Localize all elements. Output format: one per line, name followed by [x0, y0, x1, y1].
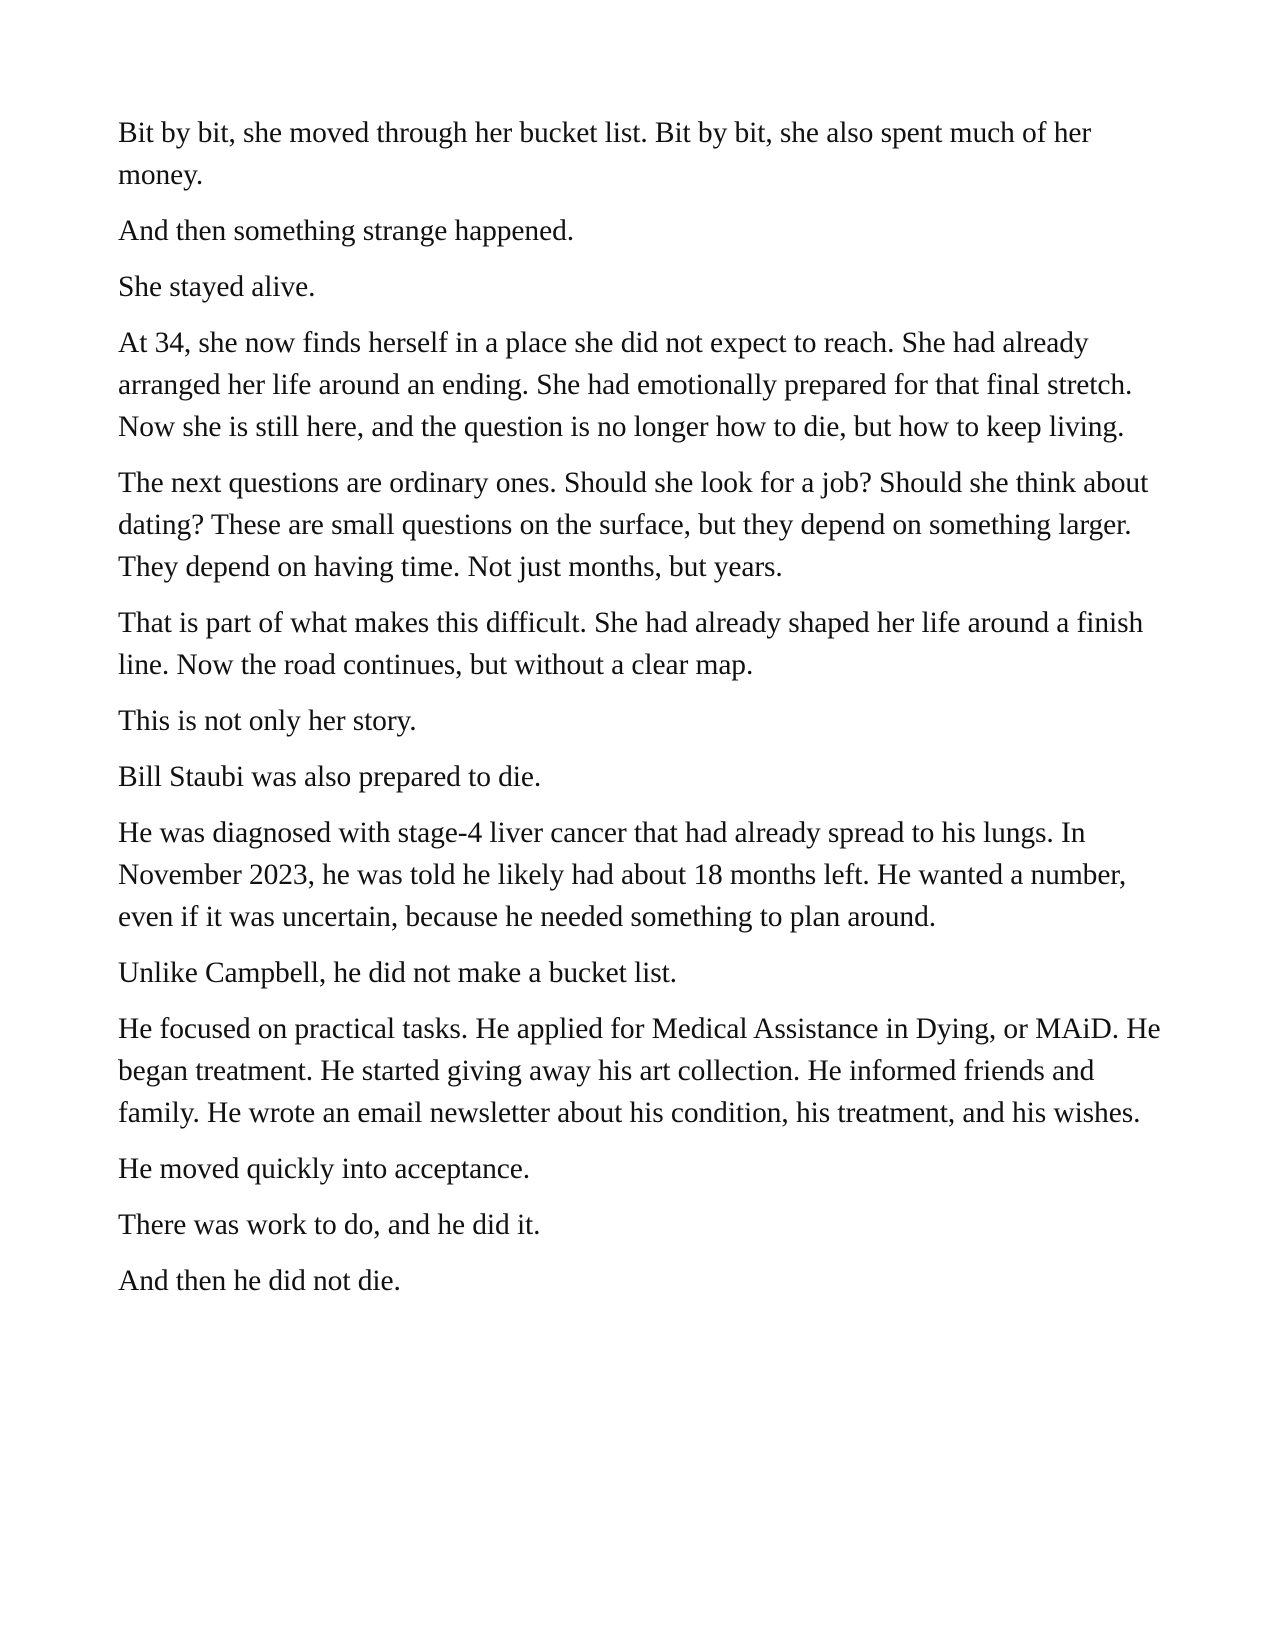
paragraph: There was work to do, and he did it.	[118, 1209, 541, 1241]
paragraph: Unlike Campbell, he did not make a bucket list.	[118, 957, 677, 989]
paragraph: Bill Staubi was also prepared to die.	[118, 761, 542, 793]
paragraph: And then something strange happened.	[118, 215, 574, 247]
paragraph: He focused on practical tasks. He applied for Medical Assistance in Dying, or MAiD. He began treatment. He started giving away his art collection. He informed friends and family. He wrote an email newsletter about his condition, his treatment, and his wishes.	[118, 1013, 1161, 1129]
paragraph: He was diagnosed with stage-4 liver cancer that had already spread to his lungs. In November 2023, he was told he likely had about 18 months left. He wanted a number, even if it was uncertain, because he needed something to plan around.	[118, 817, 1127, 933]
paragraph: And then he did not die.	[118, 1265, 401, 1297]
paragraph: The next questions are ordinary ones. Should she look for a job? Should she think about dating? These are small questions on the surface, but they depend on something larger. They depend on having time. Not just months, but years.	[118, 467, 1149, 583]
paragraph: Bit by bit, she moved through her bucket list. Bit by bit, she also spent much of her money.	[118, 117, 1092, 191]
paragraph: This is not only her story.	[118, 705, 417, 737]
document-page	[118, 112, 1178, 1316]
paragraph: He moved quickly into acceptance.	[118, 1153, 530, 1185]
paragraph: At 34, she now finds herself in a place she did not expect to reach. She had already arranged her life around an ending. She had emotionally prepared for that final stretch. Now she is still here, and the question is no longer how to die, but how to keep living.	[118, 327, 1133, 443]
paragraph: She stayed alive.	[118, 271, 316, 303]
paragraph: That is part of what makes this difficult. She had already shaped her life around a finish line. Now the road continues, but without a clear map.	[118, 607, 1144, 681]
